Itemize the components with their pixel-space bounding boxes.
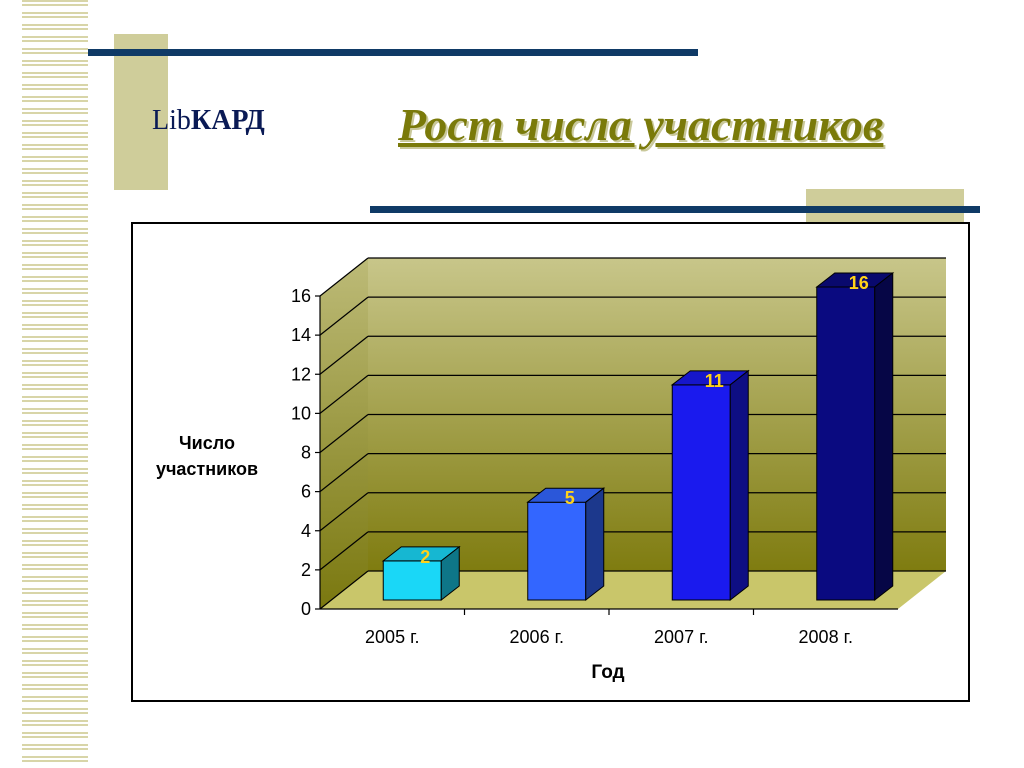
x-tick-label: 2005 г.: [365, 627, 420, 647]
y-tick-label: 14: [290, 325, 311, 346]
x-tick-label: 2008 г.: [798, 627, 853, 647]
y-tick-label: 0: [300, 599, 311, 619]
bar-front: [817, 287, 875, 600]
slide-title: Рост числа участников: [398, 99, 884, 150]
data-label: 5: [564, 488, 575, 509]
bar-front: [672, 385, 730, 600]
x-tick-label: 2006 г.: [509, 627, 564, 647]
y-tick-label: 16: [290, 286, 311, 306]
bar-front: [383, 561, 441, 600]
bar-side: [730, 371, 748, 600]
y-axis-label-line: участников: [155, 459, 259, 479]
data-label: 11: [704, 370, 724, 391]
data-label: 2: [420, 546, 431, 567]
data-label: 16: [848, 273, 869, 293]
logo-prefix: Lib: [152, 105, 191, 136]
y-tick-label: 4: [300, 520, 311, 541]
y-tick-label: 12: [290, 364, 311, 385]
y-axis-label-line: Число: [179, 433, 235, 453]
y-tick-label: 10: [290, 403, 311, 424]
y-tick-label: 6: [300, 481, 311, 502]
bar-front: [528, 502, 586, 600]
y-tick-label: 8: [300, 442, 311, 463]
bar-side: [875, 273, 893, 600]
x-tick-label: 2007 г.: [654, 627, 709, 647]
x-axis-label: Год: [591, 662, 625, 683]
logo-suffix: КАРД: [190, 105, 265, 136]
bar-side: [586, 488, 604, 600]
y-axis-label: [137, 430, 277, 482]
y-tick-label: 2: [300, 559, 311, 580]
